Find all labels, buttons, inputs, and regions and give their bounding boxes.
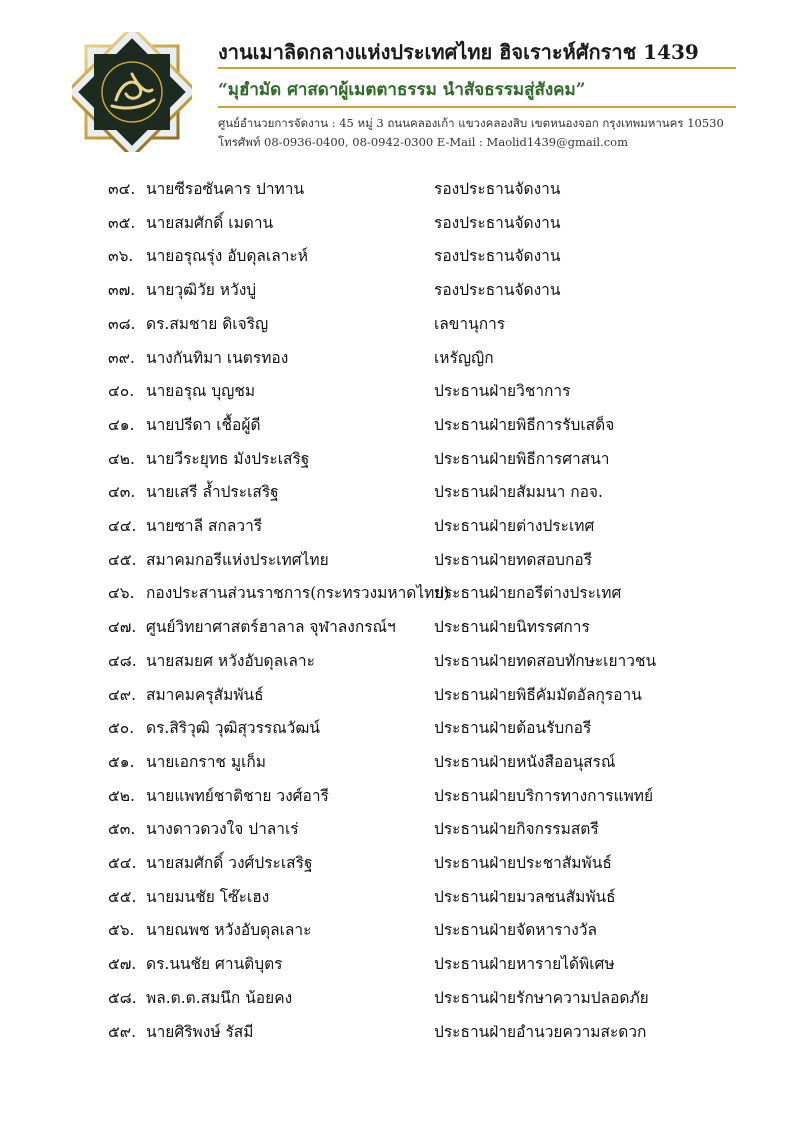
member-role: ประธานฝ่ายประชาสัมพันธ์ xyxy=(434,854,612,872)
list-item xyxy=(0,511,800,541)
member-name: นายสมศักดิ์ วงศ์ประเสริฐ xyxy=(146,854,313,872)
item-number: ๔๐. xyxy=(108,382,135,401)
member-name: นายซีรอซันคาร ปาทาน xyxy=(146,180,305,198)
item-number: ๕๒. xyxy=(108,786,135,805)
event-slogan: “มุฮำมัด ศาสดาผู้เมตตาธรรม นำสัจธรรมสู่สังคม” xyxy=(218,80,586,100)
member-name: นายแพทย์ชาติชาย วงศ์อารี xyxy=(146,786,329,805)
member-name: นายวุฒิวัย หวังบู่ xyxy=(146,281,257,300)
member-name: สมาคมกอรีแห่งประเทศไทย xyxy=(146,550,329,569)
member-role: ประธานฝ่ายวิชาการ xyxy=(434,382,571,401)
item-number: ๕๖. xyxy=(108,921,135,940)
item-number: ๓๘. xyxy=(108,314,136,333)
item-number: ๔๘. xyxy=(108,651,137,670)
list-item xyxy=(0,208,800,238)
member-role: รองประธานจัดงาน xyxy=(434,247,561,266)
event-title: งานเมาลิดกลางแห่งประเทศไทย ฮิจเราะห์ศักราช 1439 xyxy=(218,40,699,64)
item-number: ๓๕. xyxy=(108,213,136,232)
member-role: เลขานุการ xyxy=(434,314,506,333)
list-item xyxy=(0,882,800,912)
item-number: ๓๔. xyxy=(108,180,136,198)
member-name: นายสมศักดิ์ เมดาน xyxy=(146,213,274,232)
member-name: นางกันทิมา เนตรทอง xyxy=(146,348,289,367)
list-item xyxy=(0,747,800,777)
list-item xyxy=(0,275,800,305)
member-role: ประธานฝ่ายอำนวยความสะดวก xyxy=(434,1022,647,1041)
contact-block xyxy=(218,114,724,152)
member-role: ประธานฝ่ายบริการทางการแพทย์ xyxy=(434,786,654,805)
list-item xyxy=(0,309,800,339)
item-number: ๕๐. xyxy=(108,719,135,738)
member-name: สมาคมครุสัมพันธ์ xyxy=(146,685,264,704)
item-number: ๔๖. xyxy=(108,584,135,603)
member-name: ศูนย์วิทยาศาสตร์ฮาลาล จุฬาลงกรณ์ฯ xyxy=(146,618,396,637)
list-item xyxy=(0,1017,800,1047)
member-name: นายเสรี ล้ำประเสริฐ xyxy=(146,483,279,502)
member-name: นายซาลี สกลวารี xyxy=(146,517,263,535)
member-role: ประธานฝ่ายจัดหารางวัล xyxy=(434,921,597,940)
member-name: นายศิริพงษ์ รัสมี xyxy=(146,1022,254,1041)
list-item xyxy=(0,814,800,844)
item-number: ๕๙. xyxy=(108,1022,137,1041)
member-role: รองประธานจัดงาน xyxy=(434,213,561,232)
list-item xyxy=(0,646,800,676)
list-item xyxy=(0,680,800,710)
calligraphy-star-logo-icon xyxy=(72,32,192,152)
member-role: ประธานฝ่ายต้อนรับกอรี xyxy=(434,719,592,738)
list-item xyxy=(0,781,800,811)
office-address: ศูนย์อำนวยการจัดงาน : 45 หมู่ 3 ถนนคลองเก้า แขวงคลองสิบ เขตหนองจอก กรุงเทพมหานคร 10530 xyxy=(218,116,724,130)
list-item xyxy=(0,949,800,979)
member-role: ประธานฝ่ายรักษาความปลอดภัย xyxy=(434,988,649,1007)
member-name: พล.ต.ต.สมนึก น้อยคง xyxy=(146,988,293,1007)
item-number: ๕๘. xyxy=(108,988,137,1007)
item-number: ๕๗. xyxy=(108,955,137,974)
member-name: นายวีระยุทธ มังประเสริฐ xyxy=(146,449,310,468)
member-role: ประธานฝ่ายนิทรรศการ xyxy=(434,618,590,637)
member-role: ประธานฝ่ายกอรีต่างประเทศ xyxy=(434,584,622,603)
item-number: ๔๗. xyxy=(108,618,137,637)
member-name: ดร.สมชาย ดิเจริญ xyxy=(146,314,269,333)
member-role: ประธานฝ่ายมวลชนสัมพันธ์ xyxy=(434,887,616,906)
list-item xyxy=(0,983,800,1013)
item-number: ๔๕. xyxy=(108,550,137,569)
list-item xyxy=(0,174,800,204)
gold-divider xyxy=(218,67,736,69)
member-role: ประธานฝ่ายสัมมนา กอจ. xyxy=(434,483,603,502)
item-number: ๔๔. xyxy=(108,517,137,535)
item-number: ๕๕. xyxy=(108,887,137,906)
list-item xyxy=(0,713,800,743)
member-name: นายอรุณ บุญชม xyxy=(146,382,256,401)
item-number: ๔๒. xyxy=(108,449,135,468)
member-name: นายณพช หวังอับดุลเลาะ xyxy=(146,921,312,940)
list-item xyxy=(0,477,800,507)
list-item xyxy=(0,578,800,608)
member-role: ประธานฝ่ายต่างประเทศ xyxy=(434,517,595,535)
member-name: กองประสานส่วนราชการ(กระทรวงมหาดไทย) xyxy=(146,584,450,603)
list-item xyxy=(0,545,800,575)
member-role: ประธานฝ่ายทดสอบกอรี xyxy=(434,550,593,569)
member-role: ประธานฝ่ายพิธีการศาสนา xyxy=(434,449,610,468)
member-name: ดร.นนชัย ศานติบุตร xyxy=(146,955,283,974)
list-item xyxy=(0,376,800,406)
item-number: ๔๑. xyxy=(108,415,135,434)
member-name: นายปรีดา เชื้อผู้ดี xyxy=(146,415,261,434)
member-role: ประธานฝ่ายพิธีคัมมัตอัลกุรอาน xyxy=(434,685,642,704)
member-role: ประธานฝ่ายหารายได้พิเศษ xyxy=(434,955,615,974)
list-item xyxy=(0,444,800,474)
item-number: ๔๓. xyxy=(108,483,136,502)
member-name: ดร.สิริวุฒิ วุฒิสุวรรณวัฒน์ xyxy=(146,719,320,738)
list-item xyxy=(0,848,800,878)
member-role: ประธานฝ่ายกิจกรรมสตรี xyxy=(434,820,599,839)
item-number: ๓๗. xyxy=(108,281,136,300)
list-item xyxy=(0,343,800,373)
item-number: ๓๙. xyxy=(108,348,135,367)
member-name: นายเอกราช มูเก็ม xyxy=(146,752,266,771)
item-number: ๓๖. xyxy=(108,247,134,266)
member-name: นางดาวดวงใจ ปาลาเร่ xyxy=(146,820,299,839)
member-role: ประธานฝ่ายทดสอบทักษะเยาวชน xyxy=(434,651,657,670)
member-name: นายสมยศ หวังอับดุลเลาะ xyxy=(146,651,315,670)
item-number: ๕๓. xyxy=(108,820,136,839)
list-item xyxy=(0,612,800,642)
member-role: เหรัญญิก xyxy=(434,348,494,367)
letterhead xyxy=(0,0,800,170)
contact-phone-email: โทรศัพท์ 08-0936-0400, 08-0942-0300 E-Mail : Maolid1439@gmail.com xyxy=(218,135,629,149)
list-item xyxy=(0,915,800,945)
list-item xyxy=(0,410,800,440)
item-number: ๕๑. xyxy=(108,752,135,771)
item-number: ๕๔. xyxy=(108,854,137,872)
list-item xyxy=(0,241,800,271)
gold-divider xyxy=(218,106,736,108)
member-role: ประธานฝ่ายหนังสืออนุสรณ์ xyxy=(434,752,616,771)
item-number: ๔๙. xyxy=(108,685,137,704)
member-name: นายมนชัย โซ๊ะเฮง xyxy=(146,887,270,906)
member-role: รองประธานจัดงาน xyxy=(434,180,561,198)
member-role: รองประธานจัดงาน xyxy=(434,281,561,300)
member-name: นายอรุณรุ่ง อับดุลเลาะห์ xyxy=(146,247,308,266)
member-role: ประธานฝ่ายพิธีการรับเสด็จ xyxy=(434,415,615,434)
